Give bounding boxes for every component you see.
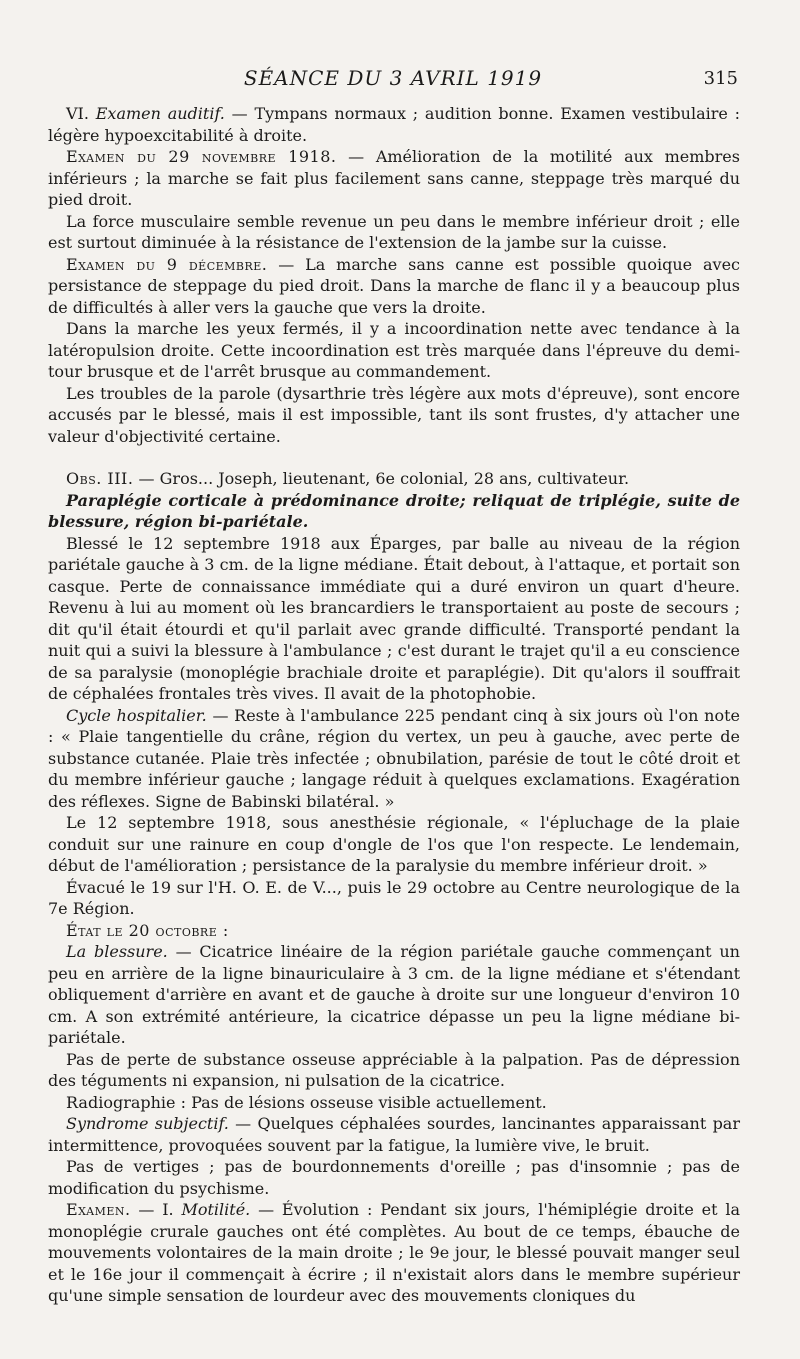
paragraph: Cycle hospitalier. — Reste à l'ambulance 225 pendant cinq à six jours où l'on note : « Plaie tangentielle du crâne, région du vertex, un peu à gauche, avec perte de substance cutanée. Plaie très infectée ; obnubilation, parésie de tout le côté droit et du membre inférieur gauche ; langage réduit à quelques exclamations. Exagération des réflexes. Signe de Babinski bilatéral. »	[48, 705, 741, 811]
paragraph: La force musculaire semble revenue un peu dans le membre inférieur droit ; elle est surtout diminuée à la résistance de l'extension de la jambe sur la cuisse.	[48, 211, 740, 252]
paragraph-heading: Cycle hospitalier.	[66, 705, 207, 725]
paragraph: Blessé le 12 septembre 1918 aux Éparges, par balle au niveau de la région pariétale gauche à 3 cm. de la ligne médiane. Était debout, à l'attaque, et portait son casque. Perte de connaissance immédiate qui a duré environ un quart d'heure. Revenu à lui au moment où les brancardiers le transportaient au poste de secours ; dit qu'il était étourdi et qu'il parlait avec grande difficulté. Transporté pendant la nuit qui a suivi la blessure à l'ambulance ; c'est durant le trajet qu'il a eu conscience de sa paralysie (monoplégie brachiale droite et paraplégie). Dit qu'alors il souffrait de céphalées frontales très vives. Il avait de la photophobie.	[48, 533, 740, 703]
paragraph: Le 12 septembre 1918, sous anesthésie régionale, « l'épluchage de la plaie conduit sur une rainure en coup d'ongle de l'os que l'on respecte. Le lendemain, début de l'amélioration ; persistance de la paralysie du membre inférieur droit. »	[48, 813, 740, 875]
exam-heading: Examen.	[66, 1200, 131, 1219]
exam-heading: Examen du 9 décembre.	[66, 254, 268, 274]
observation-intro: Obs. III. — Gros... Joseph, lieutenant, 6e colonial, 28 ans, cultivateur.	[66, 469, 630, 488]
paragraph: Examen. — I. Motilité. — Évolution : Pendant six jours, l'hémiplégie droite et la monoplégie crurale gauches ont été complètes. Au bout de ce temps, ébauche de mouvements volontaires de la main droite ; le 9e jour, le blessé pouvait manger seul et le 16e jour il commençait à écrire ; il n'existait alors dans le membre supérieur qu'une simple sensation de lourdeur avec des mouvements cloniques du	[48, 1200, 740, 1305]
paragraph: La blessure. — Cicatrice linéaire de la région pariétale gauche commençant un peu en arrière de la ligne binauriculaire à 3 cm. de la ligne médiane et s'étendant obliquement d'arrière en avant et de gauche à droite sur une longueur d'environ 10 cm. A son extrémité antérieure, la cicatrice dépasse un peu la ligne médiane bi-pariétale.	[48, 942, 740, 1047]
page-body	[48, 103, 740, 1307]
section-number: VI.	[66, 104, 89, 123]
page-number: 315	[703, 68, 738, 89]
paragraph: Examen du 9 décembre. — La marche sans canne est possible quoique avec persistance de steppage du pied droit. Dans la marche de flanc il y a beaucoup plus de difficultés à aller vers la gauche que vers la droite.	[48, 254, 740, 317]
section-heading: Examen auditif.	[95, 104, 225, 123]
paragraph-heading: La blessure.	[66, 942, 168, 961]
state-heading: État le 20 octobre :	[66, 920, 229, 940]
section-gap	[48, 447, 740, 468]
paragraph: Radiographie : Pas de lésions osseuse visible actuellement.	[66, 1092, 547, 1112]
paragraph: Évacué le 19 sur l'H. O. E. de V..., puis le 29 octobre au Centre neurologique de la 7e Région.	[48, 877, 740, 918]
running-title: SÉANCE DU 3 AVRIL 1919	[243, 66, 543, 90]
paragraph: Dans la marche les yeux fermés, il y a incoordination nette avec tendance à la latéropulsion droite. Cette incoordination est très marquée dans l'épreuve du demi-tour brusque et de l'arrêt brusque au commandement.	[48, 319, 740, 381]
exam-heading: Examen du 29 novembre 1918.	[66, 147, 337, 166]
paragraph: Examen du 29 novembre 1918. — Amélioration de la motilité aux membres inférieurs ; la marche se fait plus facilement sans canne, steppage très marqué du pied droit.	[48, 147, 740, 209]
paragraph-heading: Motilité.	[181, 1200, 251, 1219]
observation-label: Obs. III.	[66, 469, 134, 488]
paragraph-heading: Syndrome subjectif.	[66, 1114, 229, 1133]
paragraph: Les troubles de la parole (dysarthrie très légère aux mots d'épreuve), sont encore accusés par le blessé, mais il est impossible, tant ils sont frustes, d'y attacher une valeur d'objectivité certaine.	[48, 383, 740, 446]
paragraph: Pas de vertiges ; pas de bourdonnements d'oreille ; pas d'insomnie ; pas de modification du psychisme.	[48, 1157, 740, 1198]
paragraph: Pas de perte de substance osseuse appréciable à la palpation. Pas de dépression des téguments ni expansion, ni pulsation de la cicatrice.	[48, 1049, 740, 1090]
paragraph: VI. Examen auditif. — Tympans normaux ; audition bonne. Examen vestibulaire : légère hypoexcitabilité à droite.	[48, 104, 741, 145]
page-header	[48, 66, 738, 96]
paragraph: Syndrome subjectif. — Quelques céphalées sourdes, lancinantes apparaissant par intermittence, provoquées souvent par la fatigue, la lumière vive, le bruit.	[48, 1114, 740, 1155]
observation-subtitle: Paraplégie corticale à prédominance droite; reliquat de triplégie, suite de blessure, région bi-pariétale.	[48, 490, 740, 531]
